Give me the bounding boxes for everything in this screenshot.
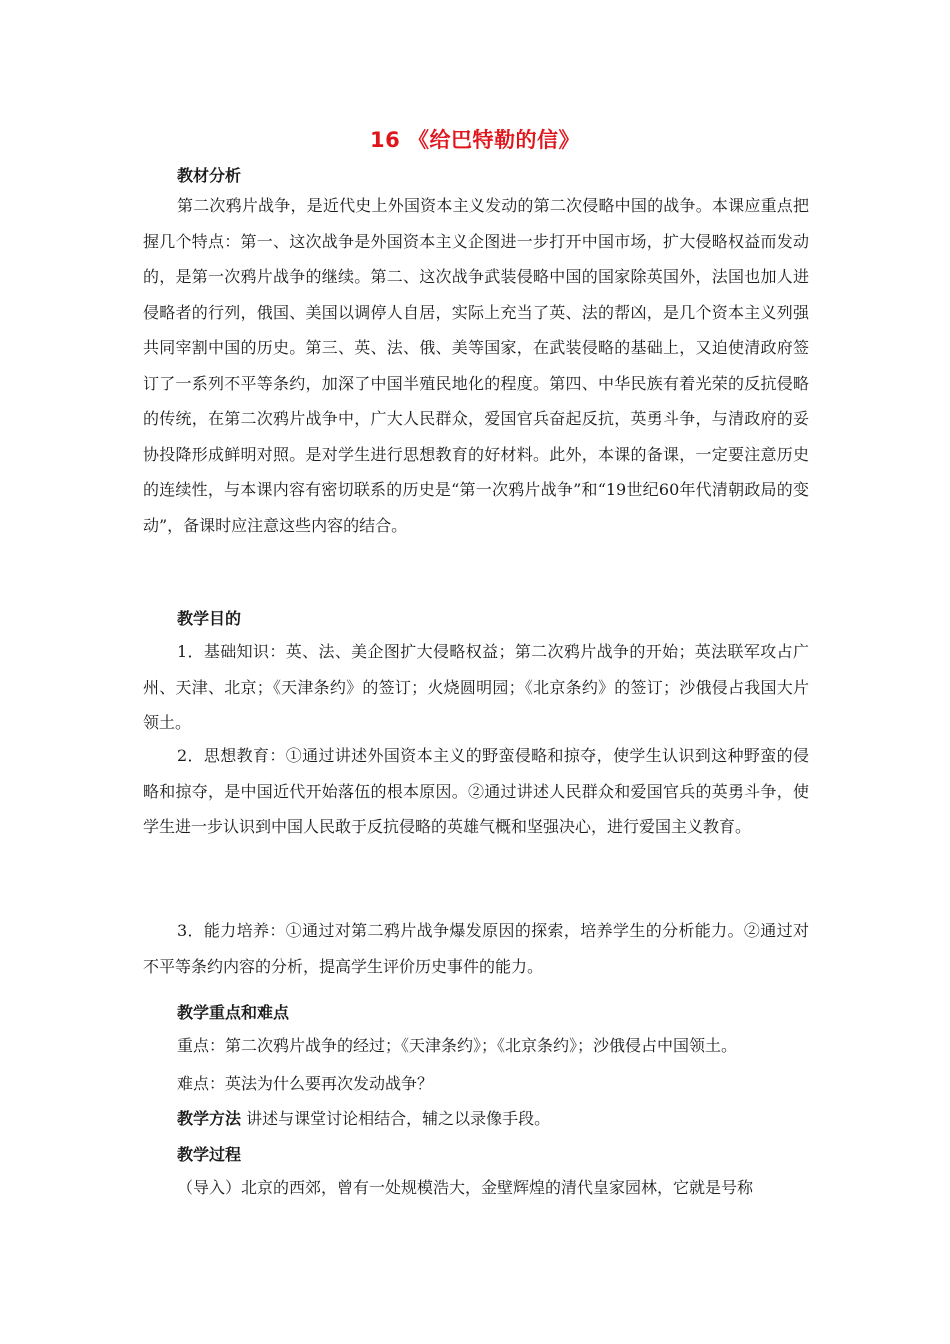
teaching-method-line	[177, 1106, 550, 1129]
analysis-paragraph: 第二次鸦片战争，是近代史上外国资本主义发动的第二次侵略中国的战争。本课应重点把握几个特点：第一、这次战争是外国资本主义企图进一步打开中国市场，扩大侵略权益而发动的，是第一次鸦片战争的继续。第二、这次战争武装侵略中国的国家除英国外，法国也加人进侵略者的行列，俄国、美国以调停人自居，实际上充当了英、法的帮凶，是几个资本主义列强共同宰割中国的历史。第三、英、法、俄、美等国家，在武装侵略的基础上，又迫使清政府签订了一系列不平等条约，加深了中国半殖民地化的程度。第四、中华民族有着光荣的反抗侵略的传统，在第二次鸦片战争中，广大人民群众，爱国官兵奋起反抗，英勇斗争，与清政府的妥协投降形成鲜明对照。是对学生进行思想教育的好材料。此外，本课的备课，一定要注意历史的连续性，与本课内容有密切联系的历史是“第一次鸦片战争”和“19世纪60年代清朝政局的变动”，备课时应注意这些内容的结合。	[143, 196, 809, 535]
goal-2-paragraph: 2．思想教育：①通过讲述外国资本主义的野蛮侵略和掠夺，使学生认识到这种野蛮的侵略和掠夺，是中国近代开始落伍的根本原因。②通过讲述人民群众和爱国官兵的英勇斗争，使学生进一步认识到中国人民敢于反抗侵略的英雄气概和坚强决心，进行爱国主义教育。	[143, 746, 809, 836]
teaching-method-label: 教学方法	[177, 1109, 242, 1128]
teaching-method-text: 讲述与课堂讨论相结合，辅之以录像手段。	[246, 1109, 551, 1128]
intro-paragraph: （导入）北京的西郊，曾有一处规模浩大，金壁辉煌的清代皇家园林，它就是号称	[177, 1178, 754, 1197]
section-heading-analysis: 教材分析	[177, 166, 242, 185]
page-title: 16 《给巴特勒的信》	[369, 128, 581, 152]
difficulty-line: 难点：英法为什么要再次发动战争？	[177, 1074, 434, 1093]
section-heading-process: 教学过程	[177, 1145, 242, 1164]
goal-1-paragraph: 1．基础知识：英、法、美企图扩大侵略权益；第二次鸦片战争的开始；英法联军攻占广州、天津、北京；《天津条约》的签订；火烧圆明园；《北京条约》的签订；沙俄侵占我国大片领土。	[143, 642, 809, 732]
goal-3-paragraph: 3．能力培养：①通过对第二鸦片战争爆发原因的探索，培养学生的分析能力。②通过对不平等条约内容的分析，提高学生评价历史事件的能力。	[143, 921, 809, 976]
section-heading-goals: 教学目的	[177, 609, 242, 628]
section-heading-key-points: 教学重点和难点	[177, 1003, 290, 1022]
key-point-line: 重点：第二次鸦片战争的经过；《天津条约》；《北京条约》；沙俄侵占中国领土。	[177, 1036, 738, 1055]
